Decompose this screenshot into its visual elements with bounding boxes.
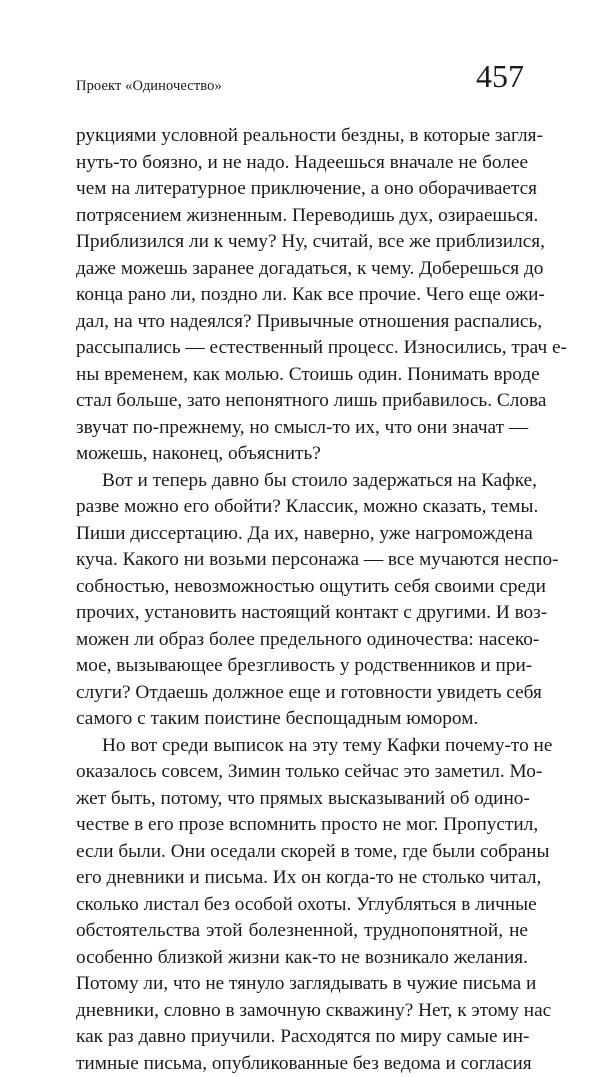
text-line: Потому ли, что не тянуло заглядывать в чужие письма и — [76, 971, 528, 998]
text-line: тимные письма, опубликованные без ведома и согласия — [76, 1051, 528, 1077]
text-line: куча. Какого ни возьми персонажа — все мучаются неспо- — [76, 547, 528, 574]
text-line: рукциями условной реальности бездны, в которые загля- — [76, 123, 528, 150]
body-text — [76, 123, 528, 1077]
text-line: рассыпались — естественный процесс. Износились, трач е- — [76, 335, 528, 362]
text-line: Но вот среди выписок на эту тему Кафки почему-то не — [76, 733, 528, 760]
page-number: 457 — [476, 60, 524, 92]
text-line: звучат по-прежнему, но смысл-то их, что они значат — — [76, 415, 528, 442]
text-line: дневники, словно в замочную скважину? Нет, к этому нас — [76, 998, 528, 1025]
text-line: можешь, наконец, объяснить? — [76, 441, 528, 468]
text-line: даже можешь заранее догадаться, к чему. Доберешься до — [76, 256, 528, 283]
text-line: дал, на что надеялся? Привычные отношения распались, — [76, 309, 528, 336]
text-line: если были. Они оседали скорей в томе, где были собраны — [76, 839, 528, 866]
text-line: прочих, установить настоящий контакт с другими. И воз- — [76, 600, 528, 627]
text-line: нуть-то боязно, и не надо. Надеешься вначале не более — [76, 150, 528, 177]
text-line: особенно близкой жизни как-то не возникало желания. — [76, 945, 528, 972]
text-line: сколько листал без особой охоты. Углубляться в личные — [76, 892, 528, 919]
text-line: жет быть, потому, что прямых высказываний об одино- — [76, 786, 528, 813]
text-line: стал больше, зато непонятного лишь прибавилось. Слова — [76, 388, 528, 415]
text-line: как раз давно приучили. Расходятся по миру самые ин- — [76, 1024, 528, 1051]
text-line: слуги? Отдаешь должное еще и готовности увидеть себя — [76, 680, 528, 707]
text-line: мое, вызывающее брезгливость у родственников и при- — [76, 653, 528, 680]
text-line: его дневники и письма. Их он когда-то не столько читал, — [76, 865, 528, 892]
text-line: самого с таким поистине беспощадным юмором. — [76, 706, 528, 733]
paragraph-3 — [76, 733, 528, 1077]
text-line: Пиши диссертацию. Да их, наверно, уже нагромождена — [76, 521, 528, 548]
text-line: обстоятельства этой болезненной, труднопонятной, не — [76, 918, 528, 945]
text-line: чем на литературное приключение, а оно оборачивается — [76, 176, 528, 203]
text-line: честве в его прозе вспомнить просто не мог. Пропустил, — [76, 812, 528, 839]
text-line: оказалось совсем, Зимин только сейчас это заметил. Мо- — [76, 759, 528, 786]
text-line: ны временем, как молью. Стоишь один. Понимать вроде — [76, 362, 528, 389]
text-line: потрясением жизненным. Переводишь дух, озираешься. — [76, 203, 528, 230]
paragraph-2 — [76, 468, 528, 733]
text-line: можен ли образ более предельного одиночества: насеко- — [76, 627, 528, 654]
text-line: собностью, невозможностью ощутить себя своими среди — [76, 574, 528, 601]
text-line: конца рано ли, поздно ли. Как все прочие. Чего еще ожи- — [76, 282, 528, 309]
text-line: разве можно его обойти? Классик, можно сказать, темы. — [76, 494, 528, 521]
text-line: Приблизился ли к чему? Ну, считай, все же приблизился, — [76, 229, 528, 256]
running-title: Проект «Одиночество» — [76, 78, 222, 95]
paragraph-1 — [76, 123, 528, 468]
text-line: Вот и теперь давно бы стоило задержаться на Кафке, — [76, 468, 528, 495]
